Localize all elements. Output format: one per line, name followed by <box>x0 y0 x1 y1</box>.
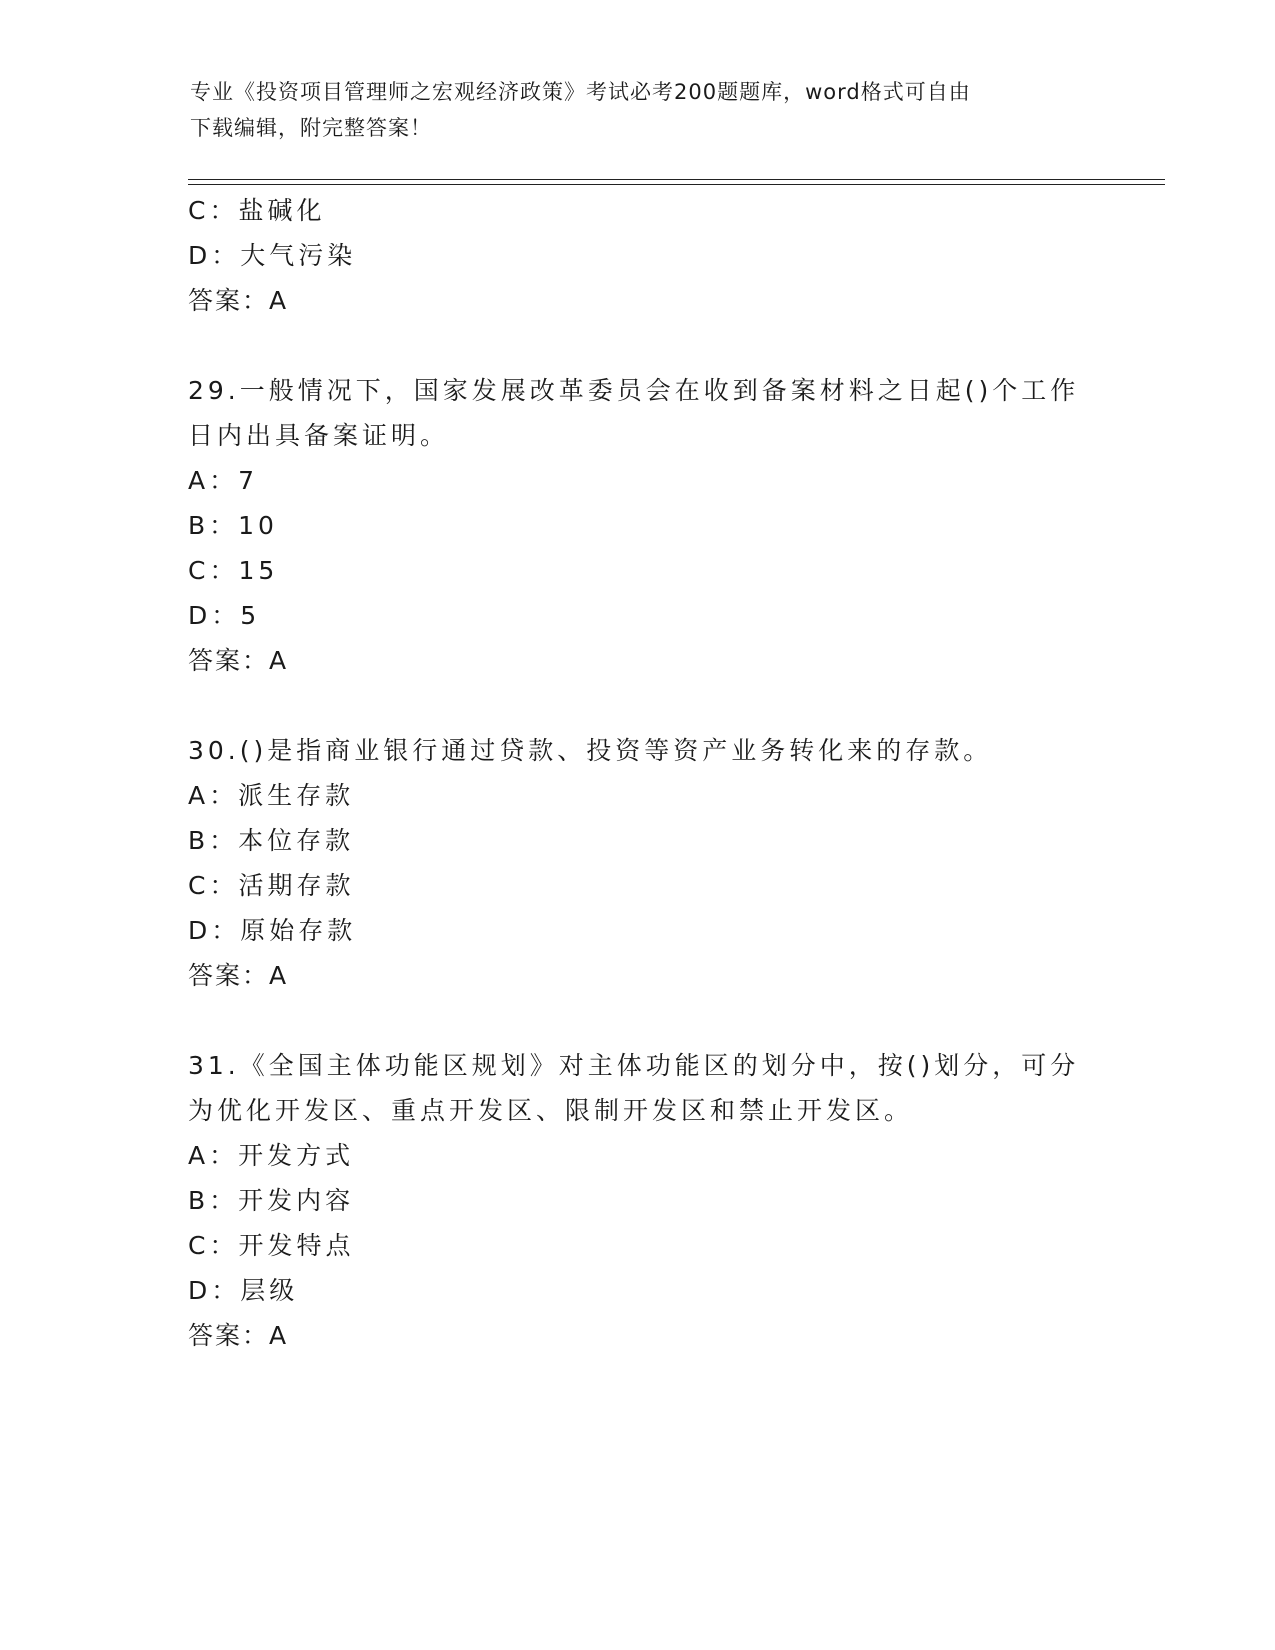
q31-stem-line-2: 为优化开发区、重点开发区、限制开发区和禁止开发区。 <box>188 1096 914 1125</box>
q29-option-b: B：10 <box>188 511 278 540</box>
q31-option-a: A：开发方式 <box>188 1141 355 1170</box>
header-line-2: 下载编辑，附完整答案！ <box>190 116 432 140</box>
q29-stem-line-2: 日内出具备案证明。 <box>188 421 450 450</box>
q31-option-c: C：开发特点 <box>188 1231 355 1260</box>
q29-answer: 答案：A <box>188 646 289 675</box>
header-divider-top <box>188 179 1165 180</box>
q28-option-c: C：盐碱化 <box>188 196 326 225</box>
q28-option-d: D：大气污染 <box>188 241 357 270</box>
q31-option-d: D：层级 <box>188 1276 299 1305</box>
header-divider-bottom <box>188 184 1165 185</box>
q31-stem-line-1: 31.《全国主体功能区规划》对主体功能区的划分中，按()划分，可分 <box>188 1051 1080 1080</box>
q31-answer: 答案：A <box>188 1321 289 1350</box>
q31-option-b: B：开发内容 <box>188 1186 355 1215</box>
q30-stem: 30.()是指商业银行通过贷款、投资等资产业务转化来的存款。 <box>188 736 993 765</box>
q29-option-c: C：15 <box>188 556 279 585</box>
q30-option-b: B：本位存款 <box>188 826 355 855</box>
header-line-1: 专业《投资项目管理师之宏观经济政策》考试必考200题题库，word格式可自由 <box>190 80 971 104</box>
q30-option-c: C：活期存款 <box>188 871 355 900</box>
q29-stem-line-1: 29.一般情况下，国家发展改革委员会在收到备案材料之日起()个工作 <box>188 376 1080 405</box>
q28-answer: 答案：A <box>188 286 289 315</box>
q29-option-a: A：7 <box>188 466 259 495</box>
q30-option-d: D：原始存款 <box>188 916 357 945</box>
q29-option-d: D：5 <box>188 601 261 630</box>
q30-answer: 答案：A <box>188 961 289 990</box>
document-header <box>190 74 1090 146</box>
q30-option-a: A：派生存款 <box>188 781 355 810</box>
